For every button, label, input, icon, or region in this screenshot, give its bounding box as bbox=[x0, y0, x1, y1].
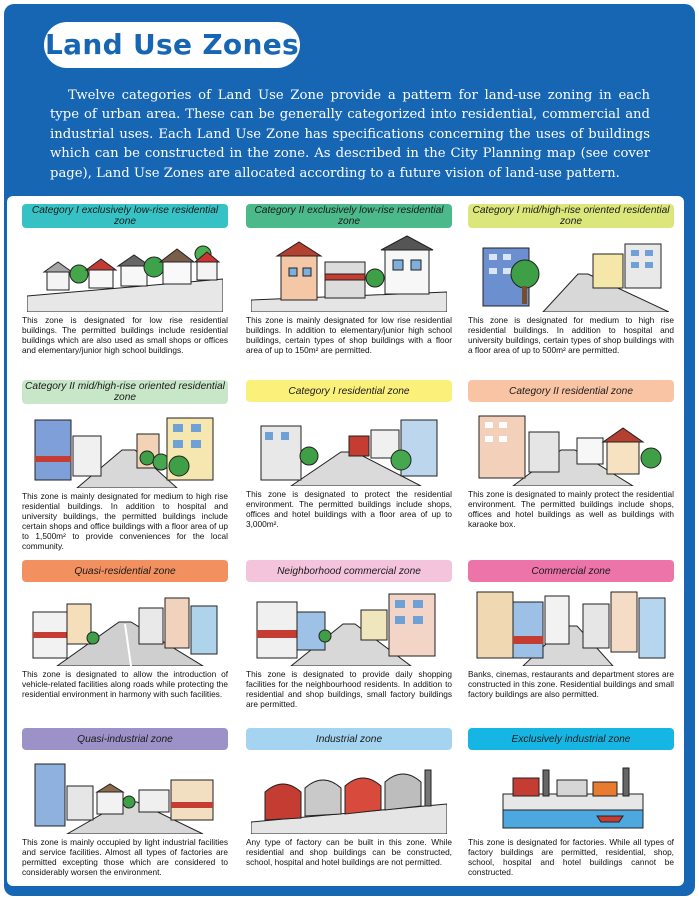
zone-label: Category I residential zone bbox=[246, 380, 452, 402]
zone-description: This zone is designated for factories. While all types of factory buildings are permitted, residential, shop, school, hospital and hotel buildings cannot be constructed. bbox=[468, 837, 674, 877]
zone-description: This zone is mainly occupied by light industrial facilities and service facilities. Almost all types of factories are permitted excepting those which are considered to considerably worsen the environment. bbox=[22, 837, 228, 877]
zone-label: Commercial zone bbox=[468, 560, 674, 582]
zone-card-cat2-mid-high bbox=[22, 380, 228, 551]
zone-description: This zone is mainly designated for low rise residential buildings. In addition to elementary/junior high school buildings, certain types of shop buildings with a floor area of up to 150m² are permitted. bbox=[246, 315, 452, 355]
page-title: Land Use Zones bbox=[45, 28, 299, 61]
zone-description: This zone is designated to protect the residential environment. The permitted buildings include shops, offices and hotel buildings with a floor area of up to 3,000m². bbox=[246, 489, 452, 529]
zone-description: This zone is designated to provide daily shopping facilities for the neighbourhood residents. In addition to residential and shop buildings, small factory buildings are permitted. bbox=[246, 669, 452, 709]
zone-description: Banks, cinemas, restaurants and department stores are constructed in this zone. Residential buildings and small factory buildings are also permitted. bbox=[468, 669, 674, 699]
zone-label: Neighborhood commercial zone bbox=[246, 560, 452, 582]
zone-card-industrial bbox=[246, 728, 452, 868]
zone-label: Category II residential zone bbox=[468, 380, 674, 402]
road-side-street-icon bbox=[27, 588, 223, 666]
zone-description: This zone is mainly designated for medium to high rise residential buildings. In addition to hospital and university buildings, the permitted buildings include certain shops and office buildings with a floor area of up to 1,500m² to provide conveniences for the local community. bbox=[22, 491, 228, 551]
factories-icon bbox=[251, 756, 447, 834]
zone-card-cat2-low-rise bbox=[246, 204, 452, 356]
zone-card-cat1-residential bbox=[246, 380, 452, 530]
mid-rise-street-icon bbox=[473, 234, 669, 312]
zone-label: Exclusively industrial zone bbox=[468, 728, 674, 750]
shopping-street-icon bbox=[251, 588, 447, 666]
zone-description: This zone is designated for low rise residential buildings. The permitted buildings include residential buildings which are also used as small shops or offices and elementary/junior high school buildings. bbox=[22, 315, 228, 355]
light-industrial-street-icon bbox=[27, 756, 223, 834]
zone-label: Industrial zone bbox=[246, 728, 452, 750]
intro-paragraph: Twelve categories of Land Use Zone provide a pattern for land-use zoning in each type of urban area. These can be generally categorized into residential, commercial and industrial uses. Each Land Use Zone has specifications concerning the uses of buildings which can be constructed in the zone. As described in the City Planning map (see cover page), Land Use Zones are allocated according to a future vision of land-use pattern. bbox=[50, 88, 650, 181]
zone-description: Any type of factory can be built in this zone. While residential and shop buildings can be constructed, school, hospital and hotel buildings are not permitted. bbox=[246, 837, 452, 867]
zone-description: This zone is designated to mainly protect the residential environment. The permitted buildings include shops, offices and hotel buildings as well as buildings with karaoke box. bbox=[468, 489, 674, 529]
zone-card-quasi-industrial bbox=[22, 728, 228, 878]
zone-label: Category I exclusively low-rise residential zone bbox=[22, 204, 228, 228]
residential-street-icon bbox=[473, 408, 669, 486]
zone-card-cat1-low-rise bbox=[22, 204, 228, 356]
zone-card-commercial bbox=[468, 560, 674, 700]
zone-card-cat1-mid-high bbox=[468, 204, 674, 356]
houses-and-shop-icon bbox=[251, 234, 447, 312]
zone-label: Quasi-residential zone bbox=[22, 560, 228, 582]
zone-card-neighborhood-commercial bbox=[246, 560, 452, 710]
title-pill bbox=[44, 22, 300, 68]
zone-card-cat2-residential bbox=[468, 380, 674, 530]
zone-label: Category I mid/high-rise oriented residential zone bbox=[468, 204, 674, 228]
mid-rise-street-icon bbox=[27, 410, 223, 488]
residential-street-icon bbox=[251, 408, 447, 486]
low-rise-houses-icon bbox=[27, 234, 223, 312]
zone-label: Category II mid/high-rise oriented residential zone bbox=[22, 380, 228, 404]
zone-label: Category II exclusively low-rise residential zone bbox=[246, 204, 452, 228]
zone-label: Quasi-industrial zone bbox=[22, 728, 228, 750]
industrial-port-icon bbox=[473, 756, 669, 834]
zone-card-exclusively-industrial bbox=[468, 728, 674, 878]
commercial-buildings-icon bbox=[473, 588, 669, 666]
zone-description: This zone is designated to allow the introduction of vehicle-related facilities along roads while protecting the residential environment in harmony with such facilities. bbox=[22, 669, 228, 699]
zone-description: This zone is designated for medium to high rise residential buildings. In addition to hospital and university buildings, certain types of shop buildings with a floor area of up to 500m² are permitted. bbox=[468, 315, 674, 355]
zone-card-quasi-residential bbox=[22, 560, 228, 700]
